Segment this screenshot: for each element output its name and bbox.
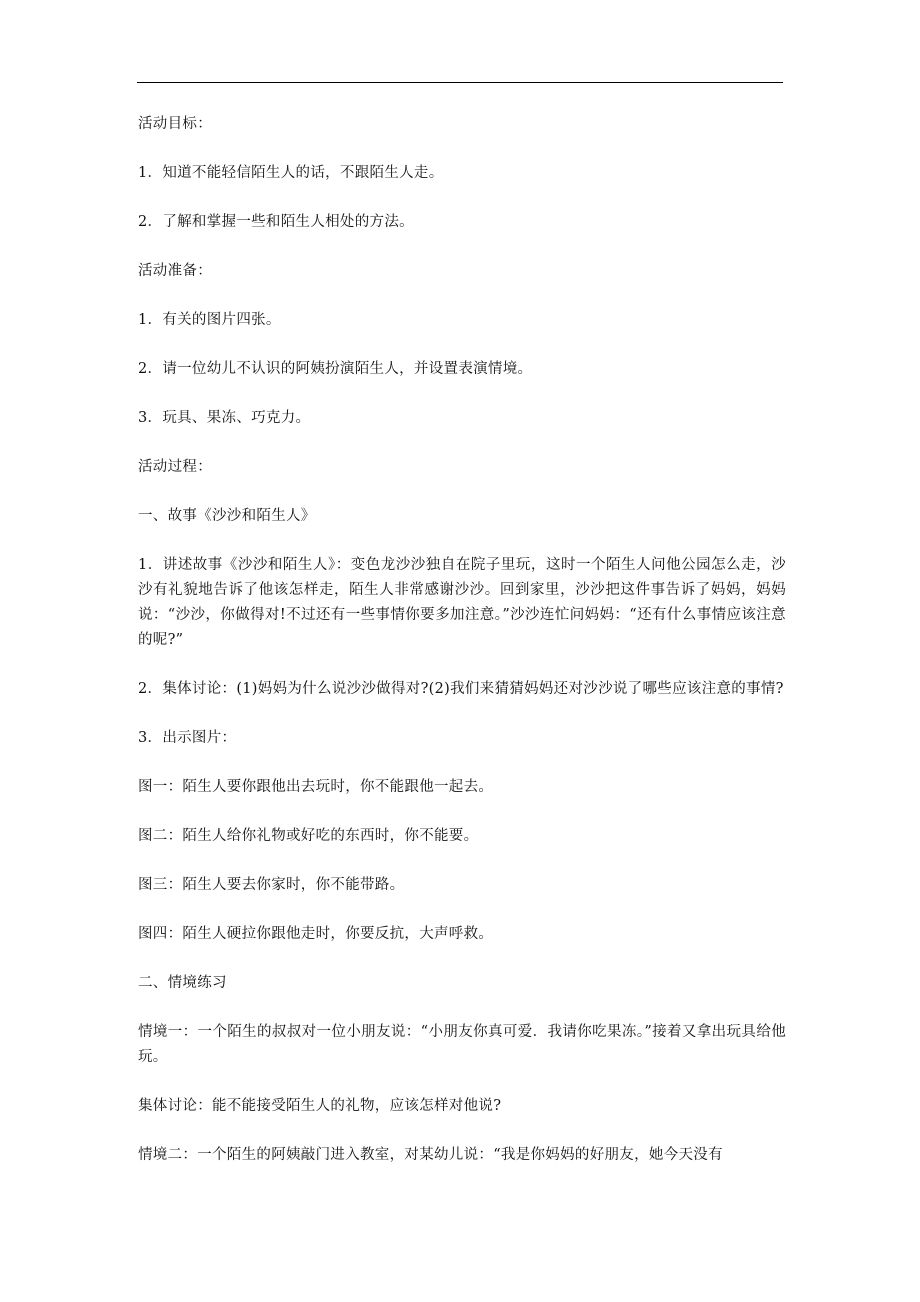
section-heading-goals: 活动目标： (138, 116, 212, 132)
subsection-heading-story: 一、故事《沙沙和陌生人》 (138, 508, 316, 524)
section-heading-preparation: 活动准备： (138, 263, 212, 279)
picture-two-text: 图二：陌生人给你礼物或好吃的东西时，你不能要。 (138, 828, 479, 844)
section-heading-process: 活动过程： (138, 459, 212, 475)
scenario-one-paragraph: 情境一：一个陌生的叔叔对一位小朋友说：“小朋友你真可爱．我请你吃果冻。”接着又拿出玩具给他玩。 (138, 1024, 786, 1065)
preparation-item-2: 2．请一位幼儿不认识的阿姨扮演陌生人，并设置表演情境。 (138, 361, 533, 377)
group-discussion-text: 集体讨论：能不能接受陌生人的礼物，应该怎样对他说? (138, 1098, 502, 1114)
preparation-item-1: 1．有关的图片四张。 (138, 312, 281, 328)
preparation-item-3: 3．玩具、果冻、巧克力。 (138, 410, 311, 426)
story-paragraph: 1．讲述故事《沙沙和陌生人》：变色龙沙沙独自在院子里玩，这时一个陌生人问他公园怎么走，沙沙有礼貌地告诉了他该怎样走，陌生人非常感谢沙沙。回到家里，沙沙把这件事告诉了妈妈，妈妈说：“沙沙，你做得对!不过还有一些事情你要多加注意。”沙沙连忙问妈妈：“还有什么事情应该注意的呢?” (138, 557, 786, 648)
goal-item-2: 2．了解和掌握一些和陌生人相处的方法。 (138, 214, 414, 230)
discussion-paragraph: 2．集体讨论：(1)妈妈为什么说沙沙做得对?(2)我们来猜猜妈妈还对沙沙说了哪些应该注意的事情? (138, 681, 784, 697)
header-rule (137, 82, 783, 83)
subsection-heading-practice: 二、情境练习 (138, 975, 227, 991)
picture-four-text: 图四：陌生人硬拉你跟他走时，你要反抗，大声呼救。 (138, 926, 494, 942)
document-body (138, 112, 786, 1192)
picture-one-text: 图一：陌生人要你跟他出去玩时，你不能跟他一起去。 (138, 779, 494, 795)
picture-three-text: 图三：陌生人要去你家时，你不能带路。 (138, 877, 405, 893)
scenario-two-paragraph: 情境二：一个陌生的阿姨敲门进入教室，对某幼儿说：“我是你妈妈的好朋友，她今天没有 (138, 1147, 723, 1163)
goal-item-1: 1．知道不能轻信陌生人的话，不跟陌生人走。 (138, 165, 444, 181)
show-pictures-item: 3．出示图片： (138, 730, 237, 746)
